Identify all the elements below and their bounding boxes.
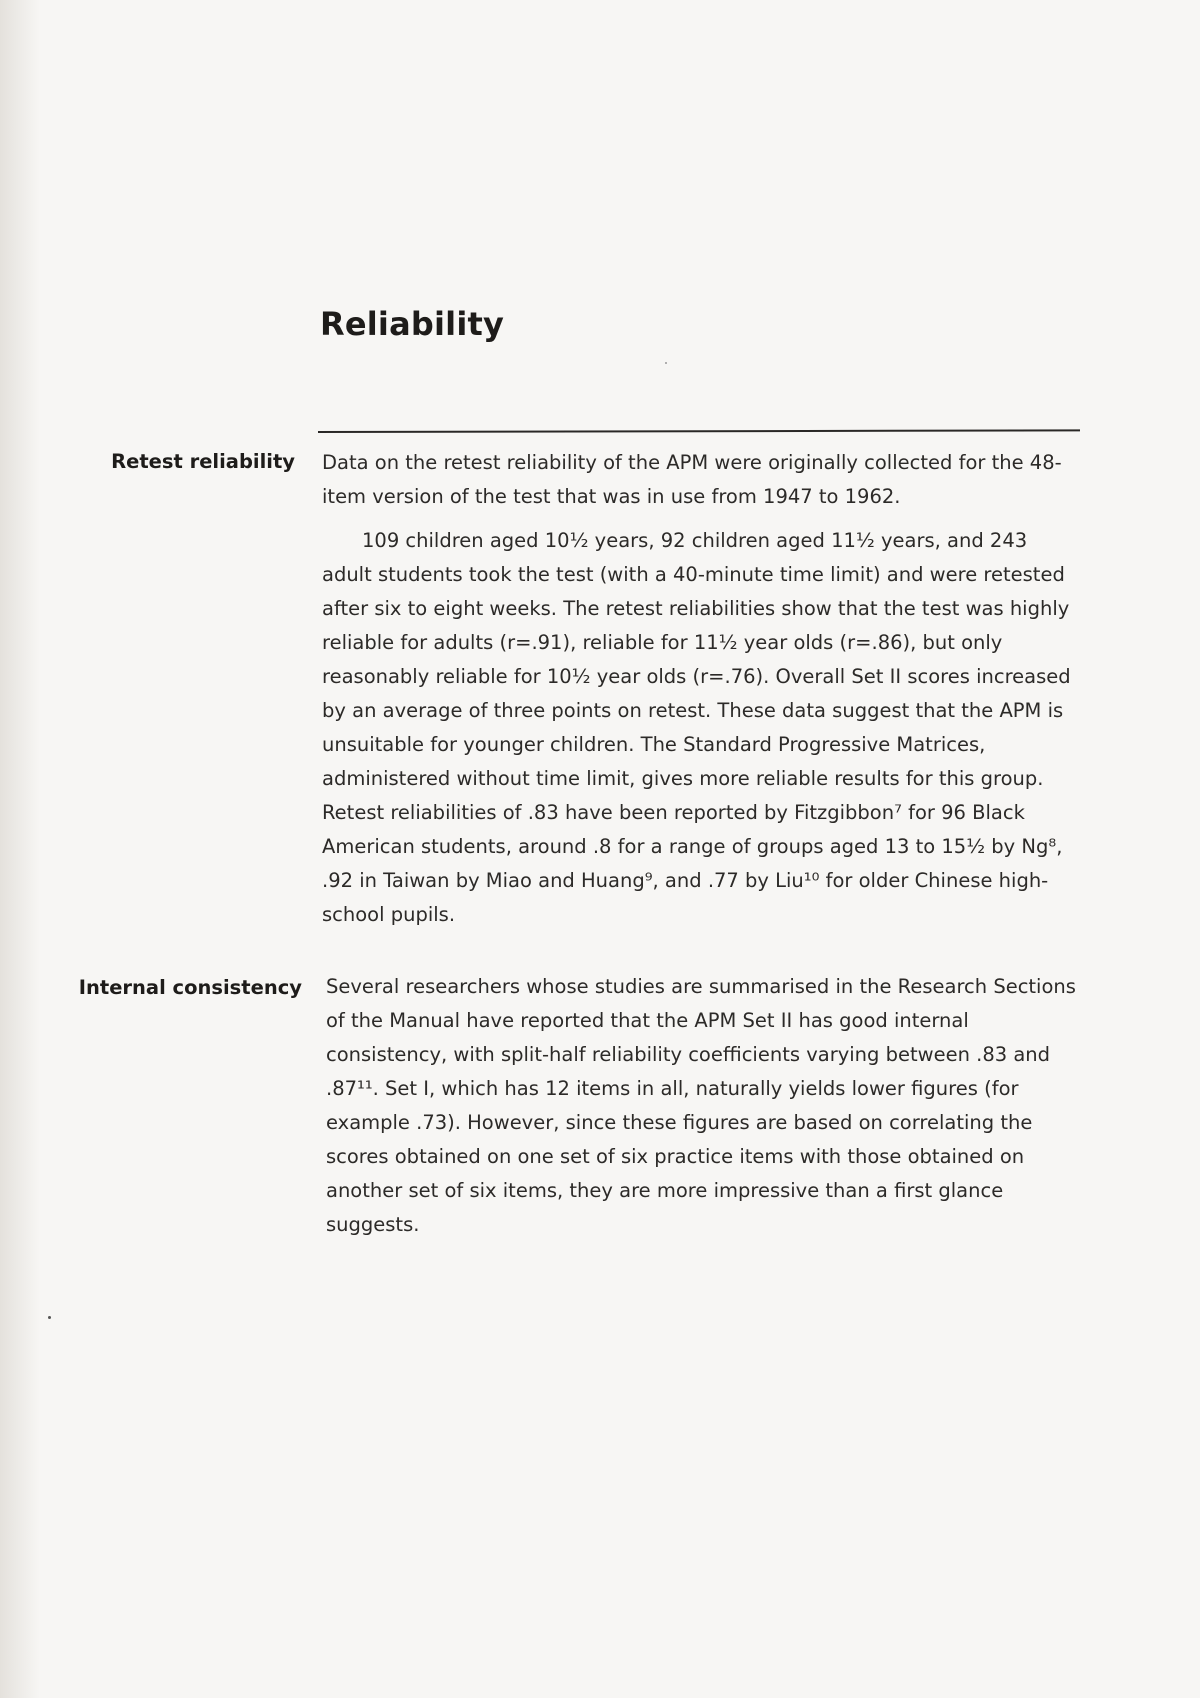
paragraph: Data on the retest reliability of the APM were originally collected for the 48-item version of the test that was in use from 1947 to 1962. xyxy=(322,451,1062,508)
page-edge-shadow xyxy=(0,0,40,1698)
paragraph: Several researchers whose studies are summarised in the Research Sections of the Manual have reported that the APM Set II has good internal consistency, with split-half reliability coefficients varying between .83 and .87¹¹. Set I, which has 12 items in all, naturally yields lower figures (for example .73). However, since these figures are based on correlating the scores obtained on one set of six practice items with those obtained on another set of six items, they are more impressive than a first glance suggests. xyxy=(326,975,1076,1236)
scan-speck xyxy=(665,362,667,364)
paragraph: 109 children aged 10½ years, 92 children aged 11½ years, and 243 adult students took the test (with a 40-minute time limit) and were retested after six to eight weeks. The retest reliabilities show that the test was highly reliable for adults (r=.91), reliable for 11½ year olds (r=.86), but only reasonably reliable for 10½ year olds (r=.76). Overall Set II scores increased by an average of three points on retest. These data suggest that the APM is unsuitable for younger children. The Standard Progressive Matrices, administered without time limit, gives more reliable results for this group. Retest reliabilities of .83 have been reported by Fitzgibbon⁷ for 96 Black American students, around .8 for a range of groups aged 13 to 15½ by Ng⁸, .92 in Taiwan by Miao and Huang⁹, and .77 by Liu¹⁰ for older Chinese high-school pupils. xyxy=(322,529,1071,926)
page-title: Reliability xyxy=(320,305,505,343)
section-label-internal-consistency: Internal consistency xyxy=(78,976,302,999)
section-label-retest-reliability: Retest reliability xyxy=(111,450,295,473)
scan-speck xyxy=(48,1316,51,1319)
title-divider xyxy=(318,429,1080,433)
section-body-retest-reliability xyxy=(322,446,1082,932)
section-body-internal-consistency xyxy=(326,970,1086,1242)
